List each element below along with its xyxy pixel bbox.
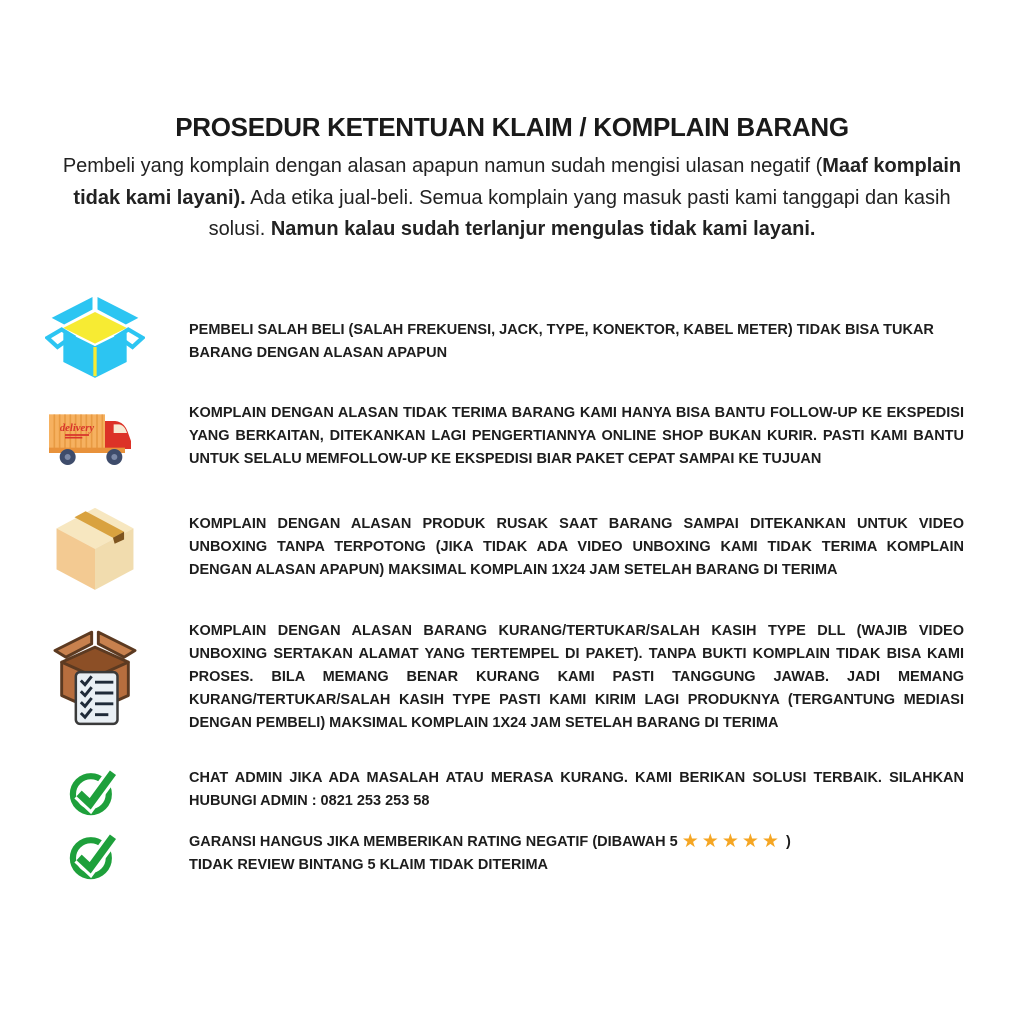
rule-item-chat-admin xyxy=(45,761,964,819)
intro-paragraph xyxy=(62,151,962,246)
five-stars-rating: ★★★★★ xyxy=(681,831,782,852)
rule-item-produk-rusak xyxy=(45,501,964,595)
rule-item-ekspedisi xyxy=(45,398,964,476)
rule-text: KOMPLAIN DENGAN ALASAN TIDAK TERIMA BARANG KAMI HANYA BISA BANTU FOLLOW-UP KE EKSPEDISI YANG BERKAITAN, DITEKANKAN LAGI PENGERTIANNYA ONLINE SHOP BUKAN KURIR. PASTI KAMI BANTU UNTUK SELALU MEMFOLLOW-UP KE EKSPEDISI BIAR PAKET CEPAT SAMPAI KE TUJUAN xyxy=(189,405,964,467)
rule-item-rating xyxy=(45,825,964,883)
sealed-package-icon xyxy=(45,501,145,595)
intro-segment-bold: Namun kalau sudah terlanjur mengulas tidak kami layani. xyxy=(270,218,816,240)
intro-segment: Ada etika jual-beli. Semua komplain yang masuk pasti kami tanggapi dan kasih solusi. xyxy=(208,186,951,240)
rules-list xyxy=(45,292,964,883)
rule-text: KOMPLAIN DENGAN ALASAN PRODUK RUSAK SAAT BARANG SAMPAI DITEKANKAN UNTUK VIDEO UNBOXING TANPA TERPOTONG (JIKA TIDAK ADA VIDEO UNBOXING KAMI TIDAK TERIMA KOMPLAIN DENGAN ALASAN APAPUN) MAKSIMAL KOMPLAIN 1X24 JAM SETELAH BARANG DI TERIMA xyxy=(189,516,964,578)
page-title: PROSEDUR KETENTUAN KLAIM / KOMPLAIN BARANG xyxy=(175,112,849,142)
delivery-truck-icon xyxy=(45,398,145,476)
rating-text: GARANSI HANGUS JIKA MEMBERIKAN RATING NEGATIF (DIBAWAH 5 xyxy=(189,834,682,850)
rule-item-barang-kurang xyxy=(45,620,964,736)
intro-segment-bold: Maaf komplain tidak kami layani). xyxy=(73,155,962,209)
intro-segment: Pembeli yang komplain dengan alasan apapun namun sudah mengisi ulasan negatif ( xyxy=(62,155,823,177)
check-circle-icon xyxy=(45,761,145,819)
rating-text-line2: TIDAK REVIEW BINTANG 5 KLAIM TIDAK DITERIMA xyxy=(189,857,548,873)
open-box-icon xyxy=(45,292,145,392)
svg-text:delivery: delivery xyxy=(59,422,95,434)
check-circle-icon xyxy=(45,825,145,883)
rule-item-salah-beli xyxy=(45,292,964,392)
rule-text: KOMPLAIN DENGAN ALASAN BARANG KURANG/TERTUKAR/SALAH KASIH TYPE DLL (WAJIB VIDEO UNBOXING SERTAKAN ALAMAT YANG TERTEMPEL DI PAKET). TANPA BUKTI KOMPLAIN TIDAK BISA KAMI PROSES. BILA MEMANG BENAR KURANG KAMI PASTI TANGGUNG JAWAB. JADI MEMANG KURANG/TERTUKAR/SALAH KASIH TYPE PASTI KAMI KIRIM LAGI PRODUKNYA (TERGANTUNG MEDIASI DENGAN PEMBELI) MAKSIMAL KOMPLAIN 1X24 JAM SETELAH BARANG DI TERIMA xyxy=(189,623,964,731)
rule-text: PEMBELI SALAH BELI (SALAH FREKUENSI, JACK, TYPE, KONEKTOR, KABEL METER) TIDAK BISA TUKAR BARANG DENGAN ALASAN APAPUN xyxy=(189,321,934,361)
rule-text: CHAT ADMIN JIKA ADA MASALAH ATAU MERASA KURANG. KAMI BERIKAN SOLUSI TERBAIK. SILAHKAN HUBUNGI ADMIN : 0821 253 253 58 xyxy=(189,769,964,809)
rating-text-close: ) xyxy=(781,834,791,850)
checklist-box-icon xyxy=(45,620,145,736)
rule-text xyxy=(189,830,964,877)
